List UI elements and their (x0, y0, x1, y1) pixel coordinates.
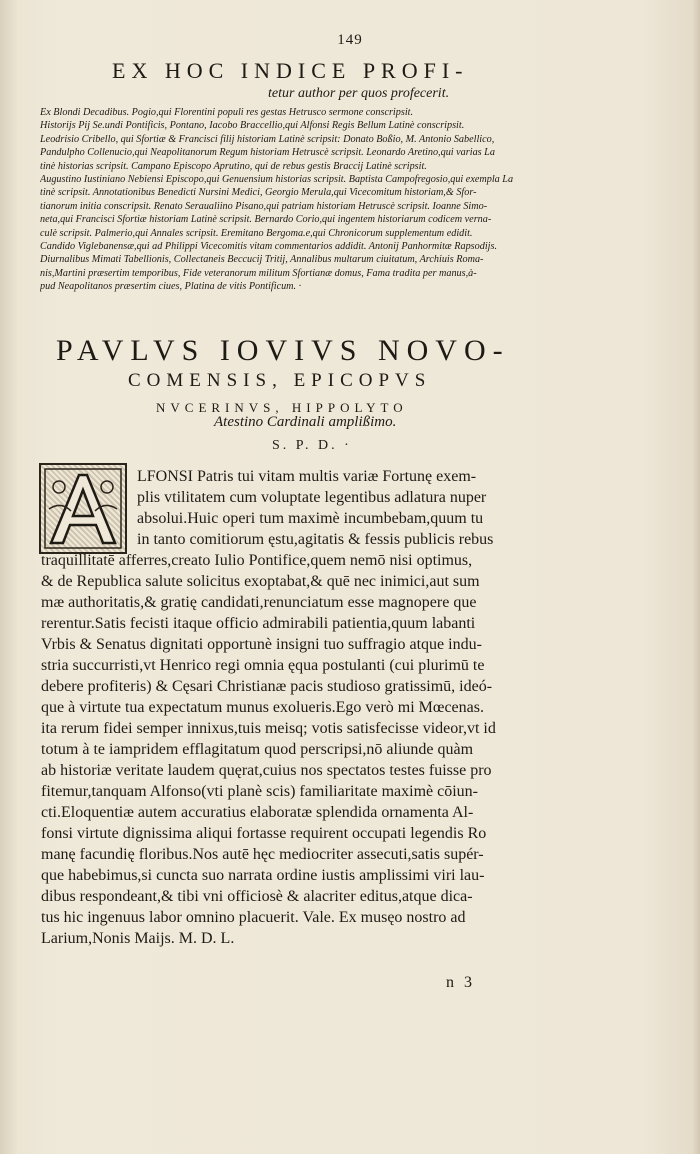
dedication-origin: COMENSIS, EPICOPVS (128, 370, 432, 391)
body-line: que à virtute tua expectatum munus exolueris.Ego verò mi Mœcenas. (41, 699, 484, 716)
body-line: Vrbis & Senatus dignitati opportunè insigni tuo suffragio atque indu- (41, 636, 482, 653)
index-title: EX HOC INDICE PROFI- (112, 58, 469, 83)
index-line: Pandulpho Collenucio,qui Neapolitanorum Regum historiam Hetruscè scripsit. Leonardo Aretino,qui varias La (40, 147, 495, 159)
body-line: ab historiæ veritate laudem quęrat,cuius nos spectatos testes fuisse pro (41, 762, 492, 779)
index-line: Candido Viglebanensæ,qui ad Philippi Vicecomitis vitam commentarios addidit. Antonij Panhormitæ Rapsodijs. (40, 241, 497, 253)
decorated-initial-icon (39, 463, 127, 554)
initial-a-icon (41, 465, 125, 552)
index-line: tinè scripsit. Annotationibus Benedicti Nursini Medici, Georgio Merula,qui Vicecomitum historiam,& Sfor- (40, 187, 477, 199)
dedication-author: PAVLVS IOVIVS NOVO- (56, 334, 510, 367)
index-line: neta,qui Francisci Sfortiæ historiam Latinè scripsit. Bernardo Corio,qui ingentem historiarum codicem verna- (40, 214, 492, 226)
body-line: tus hic ingenuus labor omnino placuerit. Vale. Ex musęo nostro ad (41, 909, 466, 926)
dedication-salutation: S. P. D. · (272, 438, 352, 453)
body-line: traquillitatē afferres,creato Iulio Pontifice,quem nemō nisi optimus, (41, 552, 473, 569)
letter-body (41, 466, 577, 949)
body-line: in tanto comitiorum ęstu,agitatis & fessis publicis rebus (137, 531, 494, 548)
body-line: mæ authoritatis,& gratię candidati,renunciatum esse magnopere que (41, 594, 477, 611)
body-line: fonsi virtute dignissima aliqui fortasse requirent occupati legendis Ro (41, 825, 487, 842)
index-line: Augustino Iustiniano Nebiensi Episcopo,qui Genuensium historias scripsit. Baptista Campofregosio,qui exempla La (40, 174, 514, 186)
page-edge-shadow (692, 0, 700, 1154)
page-number: 149 (337, 32, 363, 48)
body-line: LFONSI Patris tui vitam multis variæ Fortunę exem- (137, 468, 477, 485)
body-line: ita rerum fidei semper innixus,tuis meisq; votis satisfecisse videor,vt id (41, 720, 496, 737)
body-line: & de Republica salute solicitus exoptabat,& quē nec inimici,aut sum (41, 573, 480, 590)
index-line: tinè historias scripsit. Campano Episcopo Aprutino, qui de rebus gestis Braccij Latinè scripsit. (40, 160, 427, 172)
body-line: Larium,Nonis Maijs. M. D. L. (41, 930, 235, 947)
body-line: debere profiteris) & Cęsari Christianæ pacis studioso gratissimū, ideó- (41, 678, 493, 695)
dedication-title: Atestino Cardinali amplißimo. (214, 414, 397, 430)
body-line: que habebimus,si cuncta suo narrata ordine iustis amplissimi viri lau- (41, 867, 485, 884)
index-line: Historijs Pij Se.undi Pontificis, Pontano, Iacobo Braccellio,qui Alfonsi Regis Bellum Latinè conscripsit. (40, 120, 465, 132)
index-line: Ex Blondi Decadibus. Pogio,qui Florentini populi res gestas Hetrusco sermone conscripsit. (40, 107, 414, 118)
index-line: nis,Martini præsertim temporibus, Fide veteranorum militum Sfortianæ domus, Fama tradita per manus,à- (40, 267, 477, 279)
body-line: absolui.Huic operi tum maximè incumbebam,quum tu (137, 510, 484, 527)
index-line: culè scripsit. Palmerio,qui Annales scripsit. Eremitano Bergoma.e,qui Chronicorum supplementum edidit. (40, 227, 473, 239)
body-line: dibus respondeant,& tibi vni officiosè & alacriter editus,atque dica- (41, 888, 473, 905)
body-line: cti.Eloquentiæ autem accuratius elaboratæ splendida ornamenta Al- (41, 804, 474, 821)
index-line: tianorum initia conscripsit. Renato Seraualiino Pisano,qui patriam historiam Hetruscè scripsit. Ioanne Simo- (40, 200, 488, 212)
body-line: stria succurristi,vt Henrico regi omnia ęqua postulanti (cui plurimū te (41, 657, 485, 674)
body-line: manę facundię floribus.Nos autē hęc mediocriter assecuti,satis supér- (41, 846, 484, 863)
body-line: fitemur,tanquam Alfonso(vti planè scis) familiaritate maximè cōiun- (41, 783, 479, 800)
dedication-recipient: NVCERINVS, HIPPOLYTO (156, 400, 408, 415)
body-line: plis vtilitatem cum voluptate legentibus adlatura nuper (137, 489, 487, 506)
body-line: rerentur.Satis fecisti itaque officio admirabili patientia,quum labanti (41, 615, 476, 632)
index-line: Diurnalibus Mimati Tabellionis, Collectaneis Beccucij Tritij, Annalibus multarum ciuitatum, Archiuis Roma- (40, 254, 484, 266)
body-line: totum à te iampridem efflagitatum quod perscripsi,nō aliunde quàm (41, 741, 474, 758)
signature-mark: n 3 (446, 974, 475, 991)
index-line: pud Neapolitanos præsertim ciues, Platina de vitis Pontificum. · (40, 281, 302, 293)
source-index (40, 106, 580, 294)
index-subtitle: tetur author per quos profecerit. (268, 86, 450, 101)
index-line: Leodrisio Cribello, qui Sfortiæ & Francisci filij historiam Latinè scripsit: Donato Boßio, M. Antonio Sabellico, (40, 133, 495, 145)
